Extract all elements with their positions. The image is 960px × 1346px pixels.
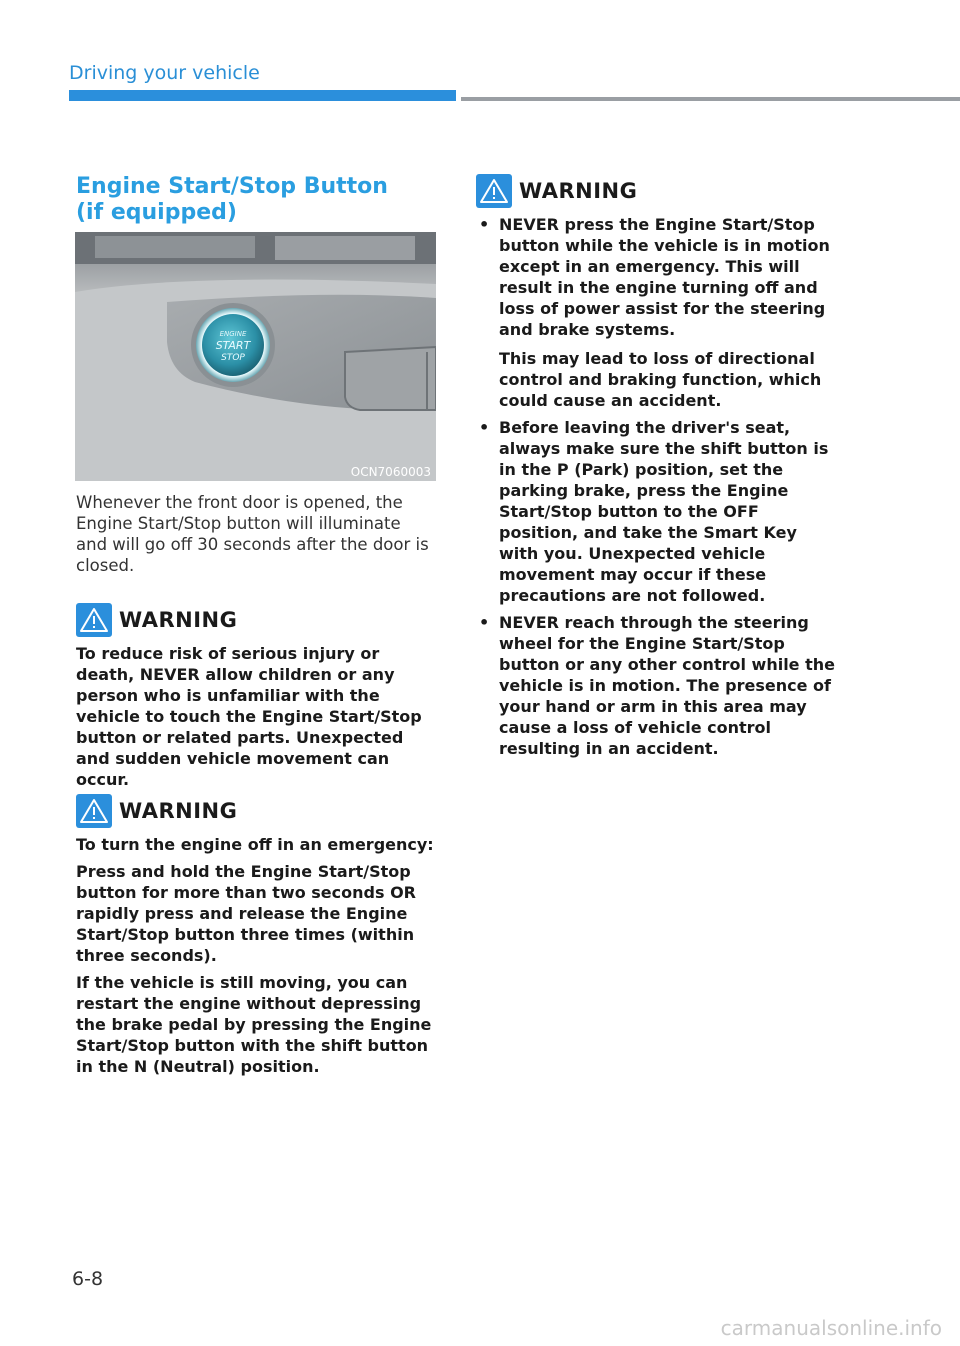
bullet-text: • Before leaving the driver's seat, always make sure the shift button is in the P (Park) position, set the parking brake, press the Engine Start/Stop button to the OFF position, and take the Smart Key with you. Unexpected vehicle movement may occur if these precautions are not followed. — [499, 418, 829, 605]
section-title-line1: Engine Start/Stop Button — [76, 174, 388, 199]
watermark: carmanualsonline.info — [720, 1316, 942, 1340]
warning-icon — [76, 603, 112, 637]
section-title — [76, 174, 436, 226]
page-number: 6-8 — [72, 1268, 104, 1290]
warning-header — [76, 603, 438, 637]
warning-bullet-list — [476, 214, 838, 759]
warning-box-2 — [76, 794, 438, 1077]
warning-text: Press and hold the Engine Start/Stop button for more than two seconds OR rapidly press and release the Engine Start/Stop button three times (within three seconds). — [76, 862, 416, 965]
header-rule — [461, 97, 960, 101]
section-body: Whenever the front door is opened, the Engine Start/Stop button will illuminate and will go off 30 seconds after the door is closed. — [76, 493, 429, 575]
bullet-text: • NEVER reach through the steering wheel for the Engine Start/Stop button or any other control while the vehicle is in motion. The presence of your hand or arm in this area may cause a loss of vehicle control resulting in an accident. — [499, 613, 835, 758]
warning-icon — [76, 794, 112, 828]
warning-text: To turn the engine off in an emergency: — [76, 835, 434, 854]
warning-label: WARNING — [519, 179, 638, 203]
warning-text: If the vehicle is still moving, you can restart the engine without depressing the brake pedal by pressing the Engine Start/Stop button with the shift button in the N (Neutral) position. — [76, 973, 432, 1076]
warning-icon — [476, 174, 512, 208]
warning-text: To reduce risk of serious injury or death, NEVER allow children or any person who is unfamiliar with the vehicle to touch the Engine Start/Stop button or related parts. Unexpected and sudden vehicle movement can occur. — [76, 644, 422, 789]
warning-box-1 — [76, 603, 438, 790]
engine-start-button-photo — [75, 232, 436, 481]
section-title-line2: (if equipped) — [76, 200, 237, 225]
bullet-subtext: This may lead to loss of directional control and braking function, which could cause an accident. — [499, 349, 822, 410]
button-text-start: START — [215, 339, 251, 352]
list-item — [476, 612, 838, 759]
header-accent-bar — [69, 90, 456, 101]
image-code: OCN7060003 — [350, 465, 431, 479]
list-item — [476, 417, 838, 606]
button-text-stop: STOP — [221, 353, 245, 363]
warning-box-3 — [476, 174, 838, 759]
bullet-text: • NEVER press the Engine Start/Stop button while the vehicle is in motion except in an emergency. This will result in the engine turning off and loss of power assist for the steering and brake systems. — [499, 215, 830, 339]
button-text-engine: ENGINE — [219, 330, 247, 338]
warning-label: WARNING — [119, 799, 238, 823]
warning-label: WARNING — [119, 608, 238, 632]
running-header: Driving your vehicle — [69, 62, 260, 84]
warning-header — [476, 174, 838, 208]
warning-header — [76, 794, 438, 828]
list-item — [476, 214, 838, 411]
